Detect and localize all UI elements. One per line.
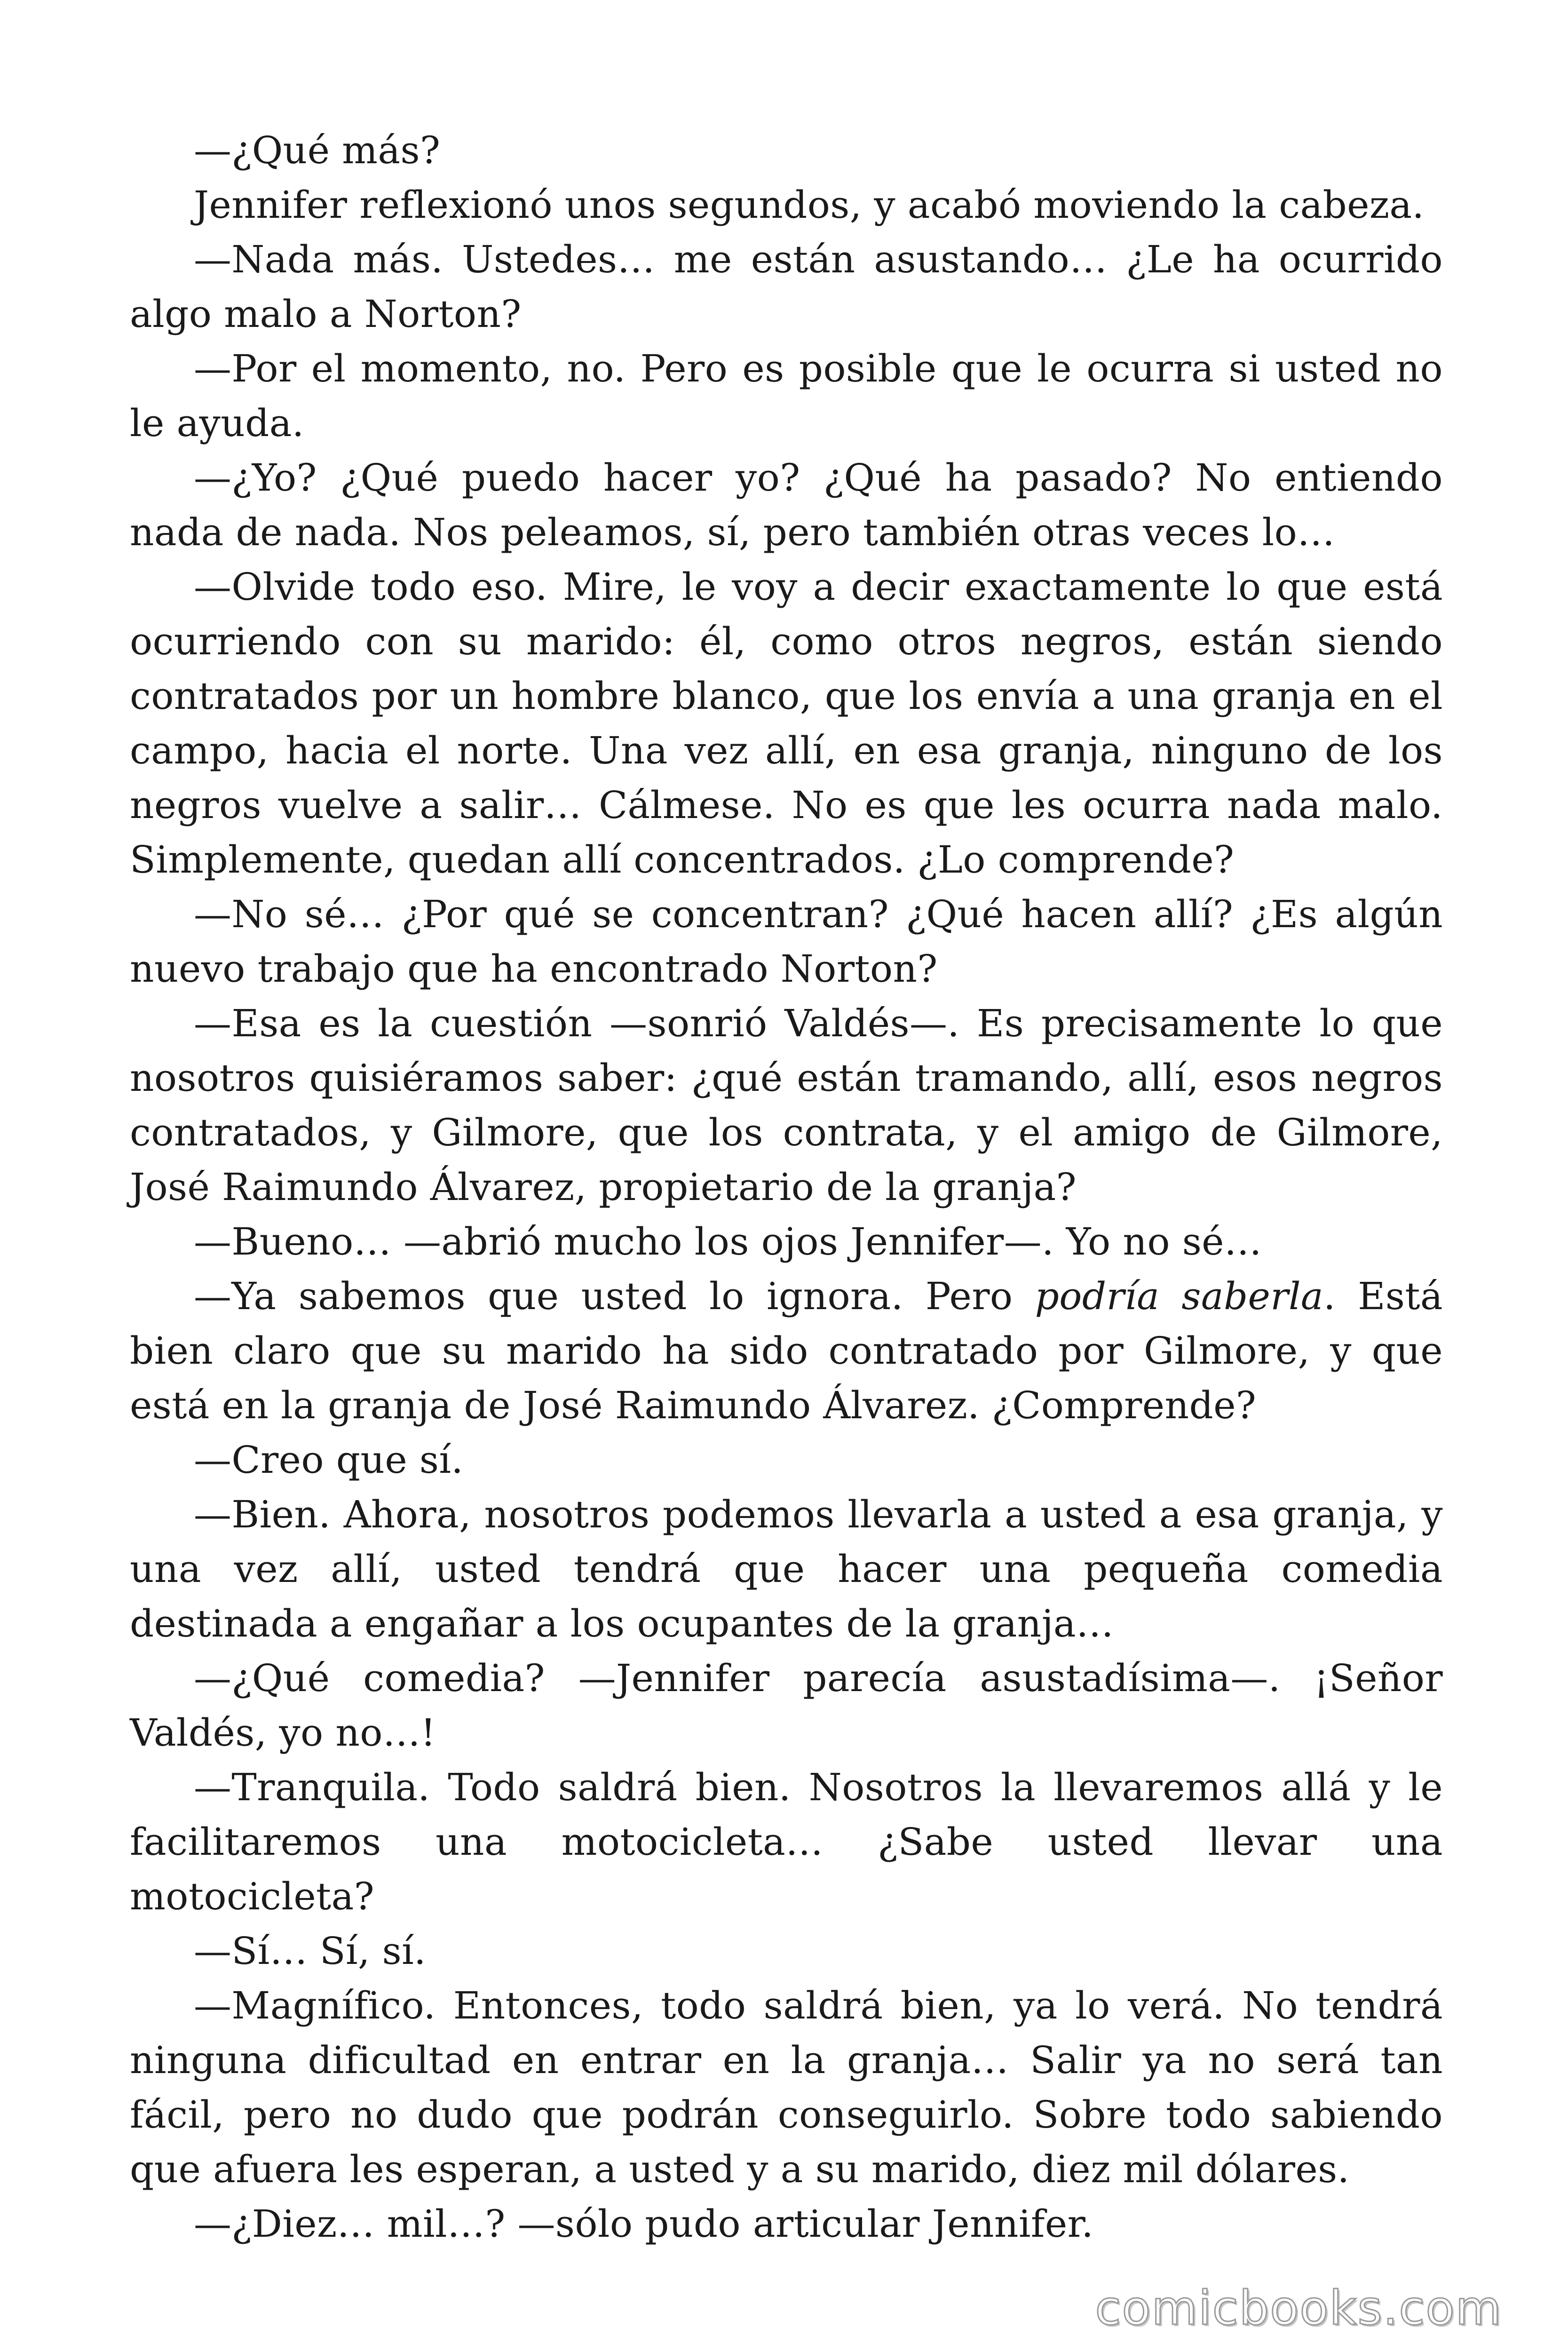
paragraph-text: —Ya sabemos que usted lo ignora. Pero xyxy=(194,1274,1035,1318)
paragraph: —Por el momento, no. Pero es posible que le ocurra si usted no le ayuda. xyxy=(130,347,1443,445)
watermark: comicbooks.com xyxy=(1095,2280,1502,2336)
paragraph xyxy=(130,1269,1443,1433)
paragraph: —Esa es la cuestión —sonrió Valdés—. Es precisamente lo que nosotros quisiéramos saber: ¿qué están tramando, allí, esos negros contratados, y Gilmore, que los contrata, y el amigo de Gilmore, José Raimundo Álvarez, propietario de la granja? xyxy=(130,1001,1443,1209)
paragraph: Jennifer reflexionó unos segundos, y acabó moviendo la cabeza. xyxy=(194,183,1425,227)
paragraph: —Magnífico. Entonces, todo saldrá bien, ya lo verá. No tendrá ninguna dificultad en entrar en la granja… Salir ya no será tan fácil, pero no dudo que podrán conseguirlo. Sobre todo sabiendo que afuera les esperan, a usted y a su marido, diez mil dólares. xyxy=(130,1984,1443,2191)
paragraph: —Nada más. Ustedes… me están asustando… ¿Le ha ocurrido algo malo a Norton? xyxy=(130,238,1443,336)
paragraph: —¿Qué más? xyxy=(194,128,441,172)
paragraph: —¿Qué comedia? —Jennifer parecía asustadísima—. ¡Señor Valdés, yo no…! xyxy=(130,1656,1443,1755)
emphasis-text: podría saberla xyxy=(1035,1274,1324,1318)
paragraph: —Sí… Sí, sí. xyxy=(194,1929,426,1973)
paragraph: —¿Yo? ¿Qué puedo hacer yo? ¿Qué ha pasado? No entiendo nada de nada. Nos peleamos, sí, pero también otras veces lo… xyxy=(130,456,1443,554)
paragraph: —Tranquila. Todo saldrá bien. Nosotros la llevaremos allá y le facilitaremos una motocicleta… ¿Sabe usted llevar una motocicleta? xyxy=(130,1765,1443,1918)
paragraph-text: . Está bien claro que su marido ha sido contratado por Gilmore, y que está en la granja de José Raimundo Álvarez. ¿Comprende? xyxy=(130,1274,1443,1427)
paragraph: —No sé… ¿Por qué se concentran? ¿Qué hacen allí? ¿Es algún nuevo trabajo que ha encontrado Norton? xyxy=(130,892,1443,991)
paragraph: —Bien. Ahora, nosotros podemos llevarla a usted a esa granja, y una vez allí, usted tendrá que hacer una pequeña comedia destinada a engañar a los ocupantes de la granja… xyxy=(130,1493,1443,1645)
paragraph: —Creo que sí. xyxy=(194,1438,464,1482)
page-body xyxy=(130,123,1443,2251)
paragraph: —¿Diez… mil…? —sólo pudo articular Jennifer. xyxy=(194,2202,1094,2246)
paragraph: —Olvide todo eso. Mire, le voy a decir exactamente lo que está ocurriendo con su marido: él, como otros negros, están siendo contratados por un hombre blanco, que los envía a una granja en el campo, hacia el norte. Una vez allí, en esa granja, ninguno de los negros vuelve a salir… Cálmese. No es que les ocurra nada malo. Simplemente, quedan allí concentrados. ¿Lo comprende? xyxy=(130,565,1443,882)
paragraph: —Bueno… —abrió mucho los ojos Jennifer—. Yo no sé… xyxy=(194,1220,1262,1263)
